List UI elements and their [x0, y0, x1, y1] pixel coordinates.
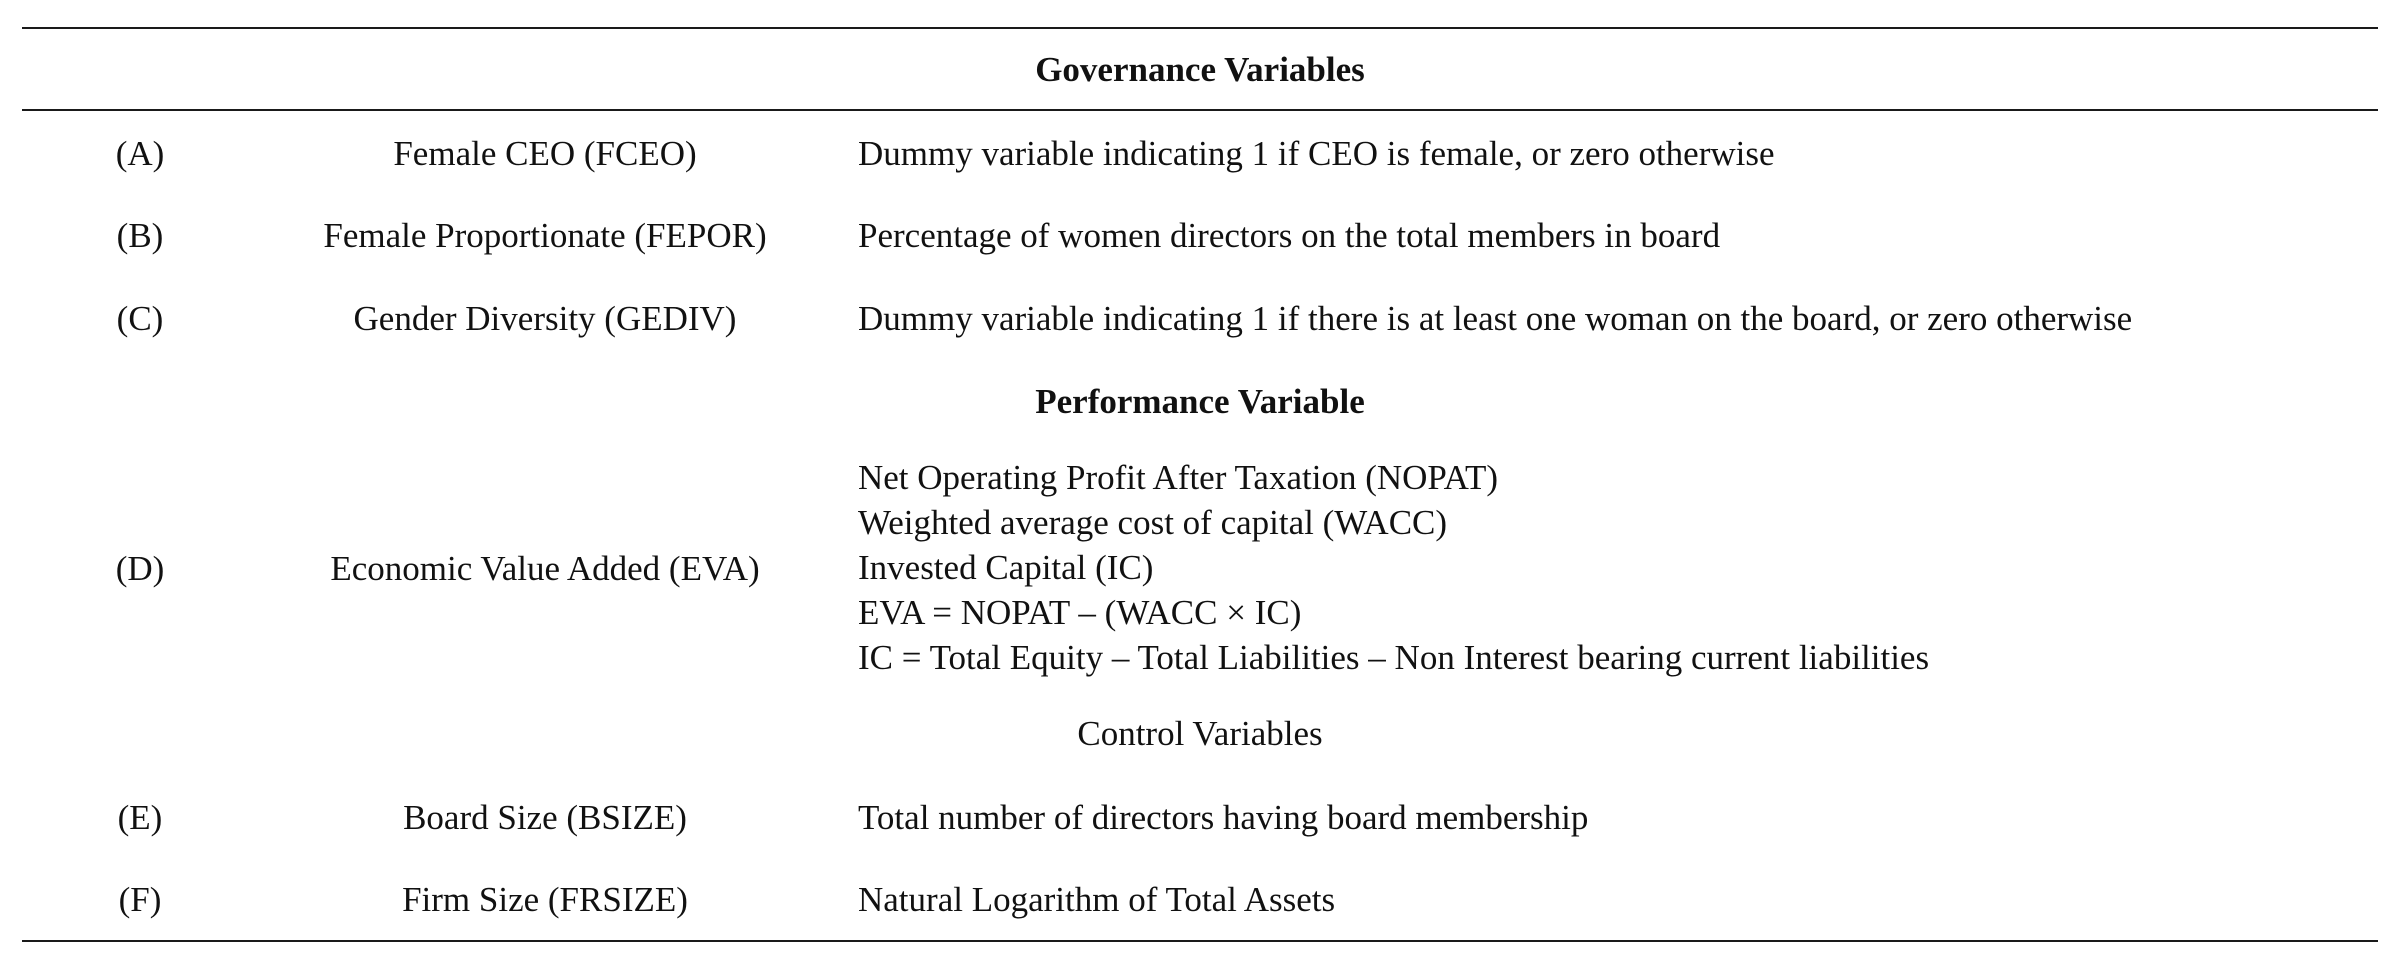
row-b-code: (B): [116, 216, 164, 255]
row-d-description-line: EVA = NOPAT – (WACC × IC): [858, 593, 1302, 632]
row-f-description: Natural Logarithm of Total Assets: [858, 880, 1336, 919]
row-c-code: (C): [116, 299, 164, 338]
row-e-description: Total number of directors having board membership: [858, 798, 1589, 837]
table-bottom-rule: [22, 940, 2378, 942]
table-top-rule: [22, 27, 2378, 29]
row-c-description: Dummy variable indicating 1 if there is at least one woman on the board, or zero otherwise: [858, 299, 2133, 338]
control-variables-heading: Control Variables: [1077, 714, 1323, 753]
row-e-variable: Board Size (BSIZE): [403, 798, 687, 837]
performance-variable-heading: Performance Variable: [1035, 382, 1365, 421]
row-f-code: (F): [118, 880, 162, 919]
row-c-variable: Gender Diversity (GEDIV): [353, 299, 737, 338]
row-d-description-line: Invested Capital (IC): [858, 548, 1154, 587]
row-d-description-line: Weighted average cost of capital (WACC): [858, 503, 1448, 542]
row-b-variable: Female Proportionate (FEPOR): [323, 216, 767, 255]
row-d-code: (D): [115, 549, 165, 588]
row-b-description: Percentage of women directors on the total members in board: [858, 216, 1721, 255]
row-d-description: [858, 455, 2358, 680]
row-d-description-line: IC = Total Equity – Total Liabilities – Non Interest bearing current liabilities: [858, 638, 1930, 677]
row-a-description: Dummy variable indicating 1 if CEO is female, or zero otherwise: [858, 134, 1775, 173]
row-a-variable: Female CEO (FCEO): [393, 134, 697, 173]
table-header-rule: [22, 109, 2378, 111]
row-a-code: (A): [115, 134, 165, 173]
row-d-variable: Economic Value Added (EVA): [330, 549, 760, 588]
row-e-code: (E): [117, 798, 163, 837]
governance-variables-heading: Governance Variables: [1035, 50, 1365, 89]
row-f-variable: Firm Size (FRSIZE): [402, 880, 688, 919]
row-d-description-line: Net Operating Profit After Taxation (NOPAT): [858, 458, 1499, 497]
